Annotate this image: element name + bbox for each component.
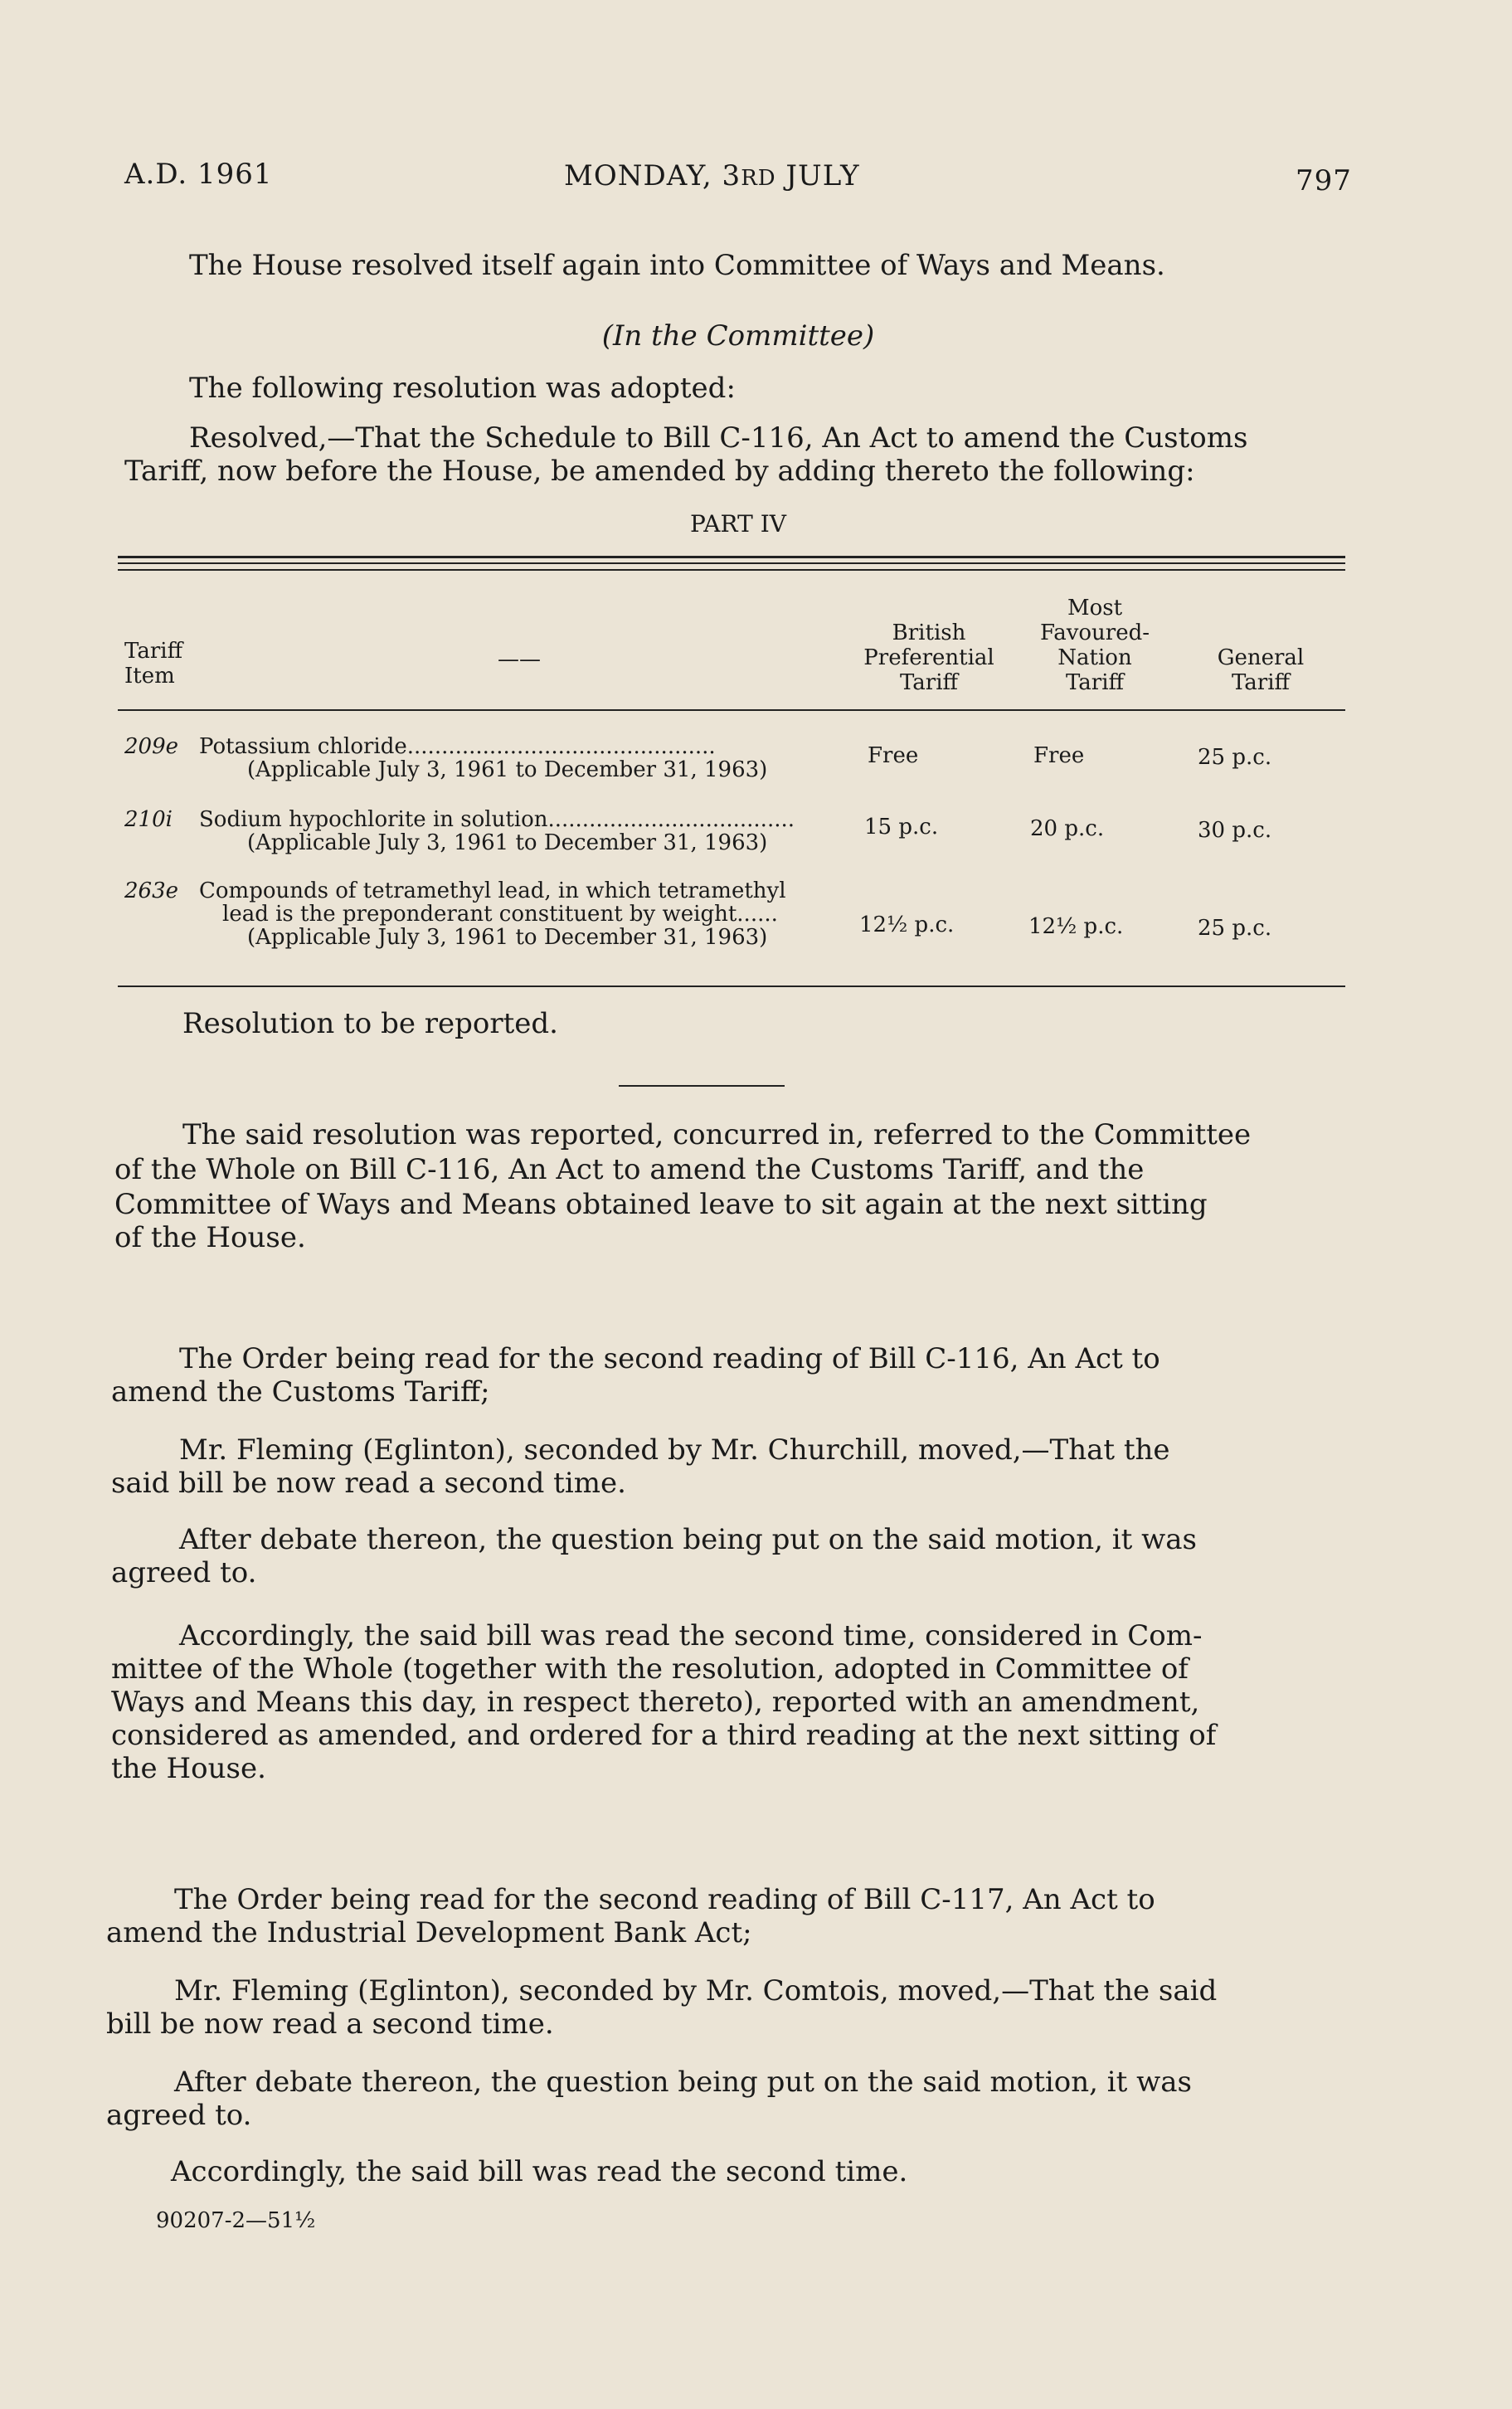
block2-line-1: The said resolution was reported, concurred in, referred to the Committee bbox=[182, 1118, 1252, 1151]
header-date-main: MONDAY, 3 bbox=[564, 159, 741, 192]
header-tariff-item-line-2: Item bbox=[124, 664, 175, 689]
row-263e-british: 12½ p.c. bbox=[859, 912, 955, 937]
row-263e-desc-line-1: Compounds of tetramethyl lead, in which tetramethyl bbox=[199, 878, 786, 903]
row-209e-item bbox=[124, 735, 178, 758]
row-209e-general: 25 p.c. bbox=[1198, 745, 1272, 770]
block3-p4-line-3: Ways and Means this day, in respect thereto), reported with an amendment, bbox=[111, 1686, 1200, 1719]
resolved-line-2: Tariff, now before the House, be amended by adding thereto the following: bbox=[124, 455, 1195, 488]
row-209e-mfn: Free bbox=[1033, 743, 1085, 768]
resolution-to-be-reported: Resolution to be reported. bbox=[182, 1007, 558, 1040]
block4-p1-line-2: amend the Industrial Development Bank Act; bbox=[106, 1916, 752, 1949]
block2-line-3: Committee of Ways and Means obtained leave to sit again at the next sitting bbox=[114, 1188, 1208, 1221]
header-general-line-2: Tariff bbox=[1231, 670, 1291, 695]
row-210i-desc-line-2: (Applicable July 3, 1961 to December 31, 1963) bbox=[247, 830, 768, 855]
header-british-line-3: Tariff bbox=[899, 670, 959, 695]
header-date-suffix: RD bbox=[741, 166, 776, 191]
row-209e-item-number: 209e bbox=[124, 734, 179, 759]
header-date-month: JULY bbox=[775, 159, 860, 192]
block3-p4-line-1: Accordingly, the said bill was read the second time, considered in Com- bbox=[179, 1619, 1203, 1652]
header-tariff-item-line-1: Tariff bbox=[124, 639, 183, 664]
block2-line-2: of the Whole on Bill C-116, An Act to amend the Customs Tariff, and the bbox=[114, 1153, 1145, 1186]
row-263e-desc-line-2: lead is the preponderant constituent by weight...... bbox=[222, 902, 778, 927]
row-263e-desc-line-3: (Applicable July 3, 1961 to December 31, 1963) bbox=[247, 925, 768, 950]
page-number: 797 bbox=[1296, 164, 1352, 197]
block3-p3-line-1: After debate thereon, the question being put on the said motion, it was bbox=[179, 1523, 1197, 1556]
block3-p4-line-2: mittee of the Whole (together with the resolution, adopted in Committee of bbox=[111, 1652, 1189, 1686]
header-tariff-item bbox=[124, 639, 182, 689]
intro-paragraph: The House resolved itself again into Committee of Ways and Means. bbox=[189, 249, 1165, 282]
row-263e-mfn: 12½ p.c. bbox=[1028, 914, 1124, 939]
header-general-line-1: General bbox=[1217, 645, 1305, 670]
header-date bbox=[564, 159, 860, 192]
row-263e-item-number: 263e bbox=[124, 878, 179, 903]
resolution-adopted: The following resolution was adopted: bbox=[189, 372, 736, 405]
row-210i-general: 30 p.c. bbox=[1198, 818, 1272, 843]
section-divider bbox=[619, 1085, 785, 1087]
block3-p1-line-1: The Order being read for the second reading of Bill C-116, An Act to bbox=[179, 1342, 1160, 1375]
block4-p2-line-2: bill be now read a second time. bbox=[106, 2008, 554, 2041]
block4-p1-line-1: The Order being read for the second reading of Bill C-117, An Act to bbox=[174, 1883, 1155, 1916]
row-263e-general: 25 p.c. bbox=[1198, 916, 1272, 941]
footer-code: 90207-2—51½ bbox=[156, 2208, 316, 2233]
part-heading: PART IV bbox=[690, 510, 786, 538]
block3-p2-line-1: Mr. Fleming (Eglinton), seconded by Mr. Churchill, moved,—That the bbox=[179, 1433, 1170, 1467]
block3-p4-line-4: considered as amended, and ordered for a third reading at the next sitting of bbox=[111, 1719, 1217, 1752]
row-210i-item bbox=[124, 808, 173, 831]
block4-p4: Accordingly, the said bill was read the second time. bbox=[171, 2155, 908, 2188]
table-rule-top-2 bbox=[118, 562, 1345, 564]
in-committee-heading: (In the Committee) bbox=[601, 319, 875, 353]
row-209e-desc-line-2: (Applicable July 3, 1961 to December 31, 1963) bbox=[247, 757, 768, 782]
block4-p3-line-1: After debate thereon, the question being put on the said motion, it was bbox=[174, 2066, 1192, 2099]
row-209e-desc-line-1: Potassium chloride............................................. bbox=[199, 735, 716, 758]
header-most-favoured-nation bbox=[1012, 596, 1178, 695]
block3-p2-line-2: said bill be now read a second time. bbox=[111, 1467, 626, 1500]
block4-p3-line-2: agreed to. bbox=[106, 2099, 252, 2132]
table-rule-header bbox=[118, 709, 1345, 711]
header-mfn-line-3: Nation bbox=[1057, 645, 1132, 670]
table-rule-bottom bbox=[118, 986, 1345, 987]
header-description-dash: —— bbox=[498, 647, 541, 672]
table-rule-top-3 bbox=[118, 569, 1345, 571]
header-mfn-line-2: Favoured- bbox=[1039, 620, 1150, 645]
row-210i-british: 15 p.c. bbox=[864, 815, 939, 840]
header-mfn-line-4: Tariff bbox=[1065, 670, 1125, 695]
row-209e-british: Free bbox=[868, 743, 919, 768]
block3-p3-line-2: agreed to. bbox=[111, 1556, 257, 1589]
row-210i-desc-line-1: Sodium hypochlorite in solution.................................... bbox=[199, 808, 795, 831]
block2-line-4: of the House. bbox=[114, 1221, 306, 1254]
resolved-line-1: Resolved,—That the Schedule to Bill C-116, An Act to amend the Customs bbox=[189, 421, 1248, 455]
block4-p2-line-1: Mr. Fleming (Eglinton), seconded by Mr. Comtois, moved,—That the said bbox=[174, 1974, 1218, 2008]
row-210i-item-number: 210i bbox=[124, 807, 173, 832]
header-mfn-line-1: Most bbox=[1067, 596, 1123, 620]
header-british-line-1: British bbox=[892, 620, 966, 645]
row-263e-item bbox=[124, 879, 178, 903]
block3-p1-line-2: amend the Customs Tariff; bbox=[111, 1375, 490, 1409]
header-year: A.D. 1961 bbox=[124, 158, 273, 191]
table-rule-top bbox=[118, 556, 1345, 558]
header-british-line-2: Preferential bbox=[863, 645, 994, 670]
header-british-preferential bbox=[854, 620, 1004, 695]
block3-p4-line-5: the House. bbox=[111, 1752, 266, 1785]
row-210i-mfn: 20 p.c. bbox=[1030, 816, 1105, 841]
header-general bbox=[1194, 645, 1327, 695]
